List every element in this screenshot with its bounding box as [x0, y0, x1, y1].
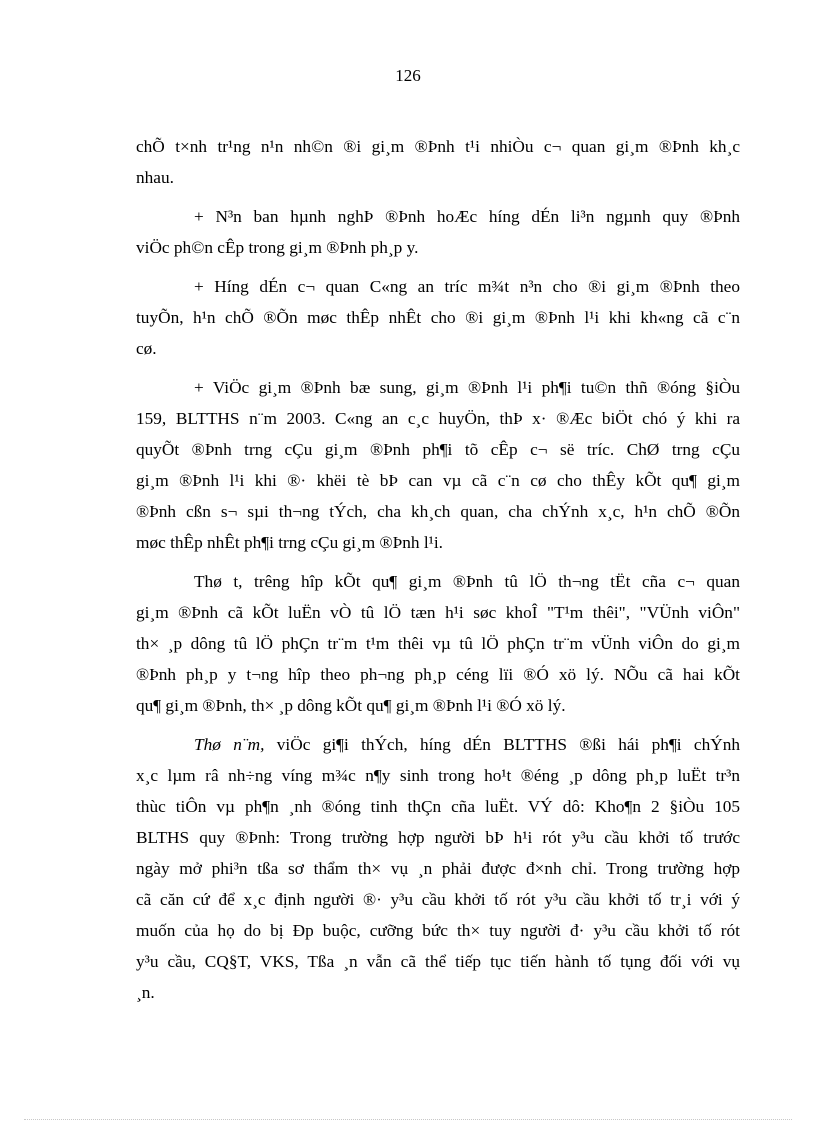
section-lead: Thø n¨m,	[194, 735, 265, 754]
text-line: cã căn cứ để x¸c định người ®· y³u cầu khởi tố rót y³u cầu khởi tố tr¸i với ý	[136, 890, 740, 909]
text-line: qu¶ gi¸m ®Þnh, th× ¸p dông kÕt qu¶ gi¸m ®Þnh l¹i ®Ó xö lý.	[136, 696, 566, 715]
text-line: gi¸m ®Þnh cã kÕt luËn vÒ tû lÖ tæn h¹i søc khoÎ "T¹m thêi", "VÜnh viÔn"	[136, 603, 740, 622]
page-bottom-rule	[24, 1119, 792, 1120]
text-line: ngày mở phi³n tßa sơ thẩm th× vụ ¸n phải được đ×nh chỉ. Trong trường hợp	[136, 859, 740, 878]
text-line: y³u cầu, CQ§T, VKS, Tßa ¸n vẫn cã thể tiếp tục tiến hành tố tụng đối với vụ	[136, 952, 740, 971]
text-line: muốn của họ do bị Ðp buộc, cưỡng bức th× tuy người đ· y³u cầu khởi tố rót	[136, 921, 740, 940]
text-line: ®Þnh ph¸p y t¬ng hîp theo ph¬ng ph¸p céng lïi ®Ó xö lý. NÕu cã hai kÕt	[136, 665, 740, 684]
text-line: x¸c lµm râ nh÷ng víng m¾c n¶y sinh trong ho¹t ®éng ¸p dông ph¸p luËt tr³n	[136, 766, 740, 785]
text-line: tuyÕn, h¹n chÕ ®Õn møc thÊp nhÊt cho ®i gi¸m ®Þnh l¹i khi kh«ng cã c¨n	[136, 308, 740, 327]
text-line: Thø t, trêng hîp kÕt qu¶ gi¸m ®Þnh tû lÖ th¬ng tËt cña c¬ quan	[194, 572, 740, 591]
text-line: nhau.	[136, 168, 174, 187]
text-line: + ViÖc gi¸m ®Þnh bæ sung, gi¸m ®Þnh l¹i ph¶i tu©n thñ ®óng §iÒu	[194, 378, 740, 397]
body-text	[136, 131, 740, 1008]
text-line: møc thÊp nhÊt ph¶i trng cÇu gi¸m ®Þnh l¹i.	[136, 533, 443, 552]
text-fragment: viÖc gi¶i thÝch, híng dÉn BLTTHS ®ßi hái ph¶i chÝnh	[264, 735, 740, 754]
text-line: thùc tiÔn vµ ph¶n ¸nh ®óng tinh thÇn cña luËt. VÝ dô: Kho¶n 2 §iÒu 105	[136, 797, 740, 816]
text-line: cø.	[136, 339, 157, 358]
text-line: + N³n ban hµnh nghÞ ®Þnh hoÆc híng dÉn li³n ngµnh quy ®Þnh	[194, 207, 740, 226]
text-line	[136, 729, 740, 760]
page-number: 126	[395, 66, 421, 85]
text-line: BLTHS quy ®Þnh: Trong trường hợp người bÞ h¹i rót y³u cầu khởi tố trước	[136, 828, 740, 847]
text-line: ¸n.	[136, 983, 155, 1002]
text-line: gi¸m ®Þnh l¹i khi ®· khëi tè bÞ can vµ cã c¨n cø cho thÊy kÕt qu¶ gi¸m	[136, 471, 740, 490]
text-line: 159, BLTTHS n¨m 2003. C«ng an c¸c huyÖn, thÞ x· ®Æc biÖt chó ý khi ra	[136, 409, 740, 428]
text-line: + Híng dÉn c¬ quan C«ng an tríc m¾t n³n cho ®i gi¸m ®Þnh theo	[194, 277, 740, 296]
text-line: chÕ t×nh tr¹ng n¹n nh©n ®i gi¸m ®Þnh t¹i nhiÒu c¬ quan gi¸m ®Þnh kh¸c	[136, 137, 740, 156]
text-line: ®Þnh cßn s¬ sµi th¬ng tÝch, cha kh¸ch quan, cha chÝnh x¸c, h¹n chÕ ®Õn	[136, 502, 740, 521]
text-line: viÖc ph©n cÊp trong gi¸m ®Þnh ph¸p y.	[136, 238, 419, 257]
text-line: th× ¸p dông tû lÖ phÇn tr¨m t¹m thêi vµ tû lÖ phÇn tr¨m vÜnh viÔn do gi¸m	[136, 634, 740, 653]
text-line: quyÕt ®Þnh trng cÇu gi¸m ®Þnh ph¶i tõ cÊp c¬ së tríc. ChØ trng cÇu	[136, 440, 740, 459]
